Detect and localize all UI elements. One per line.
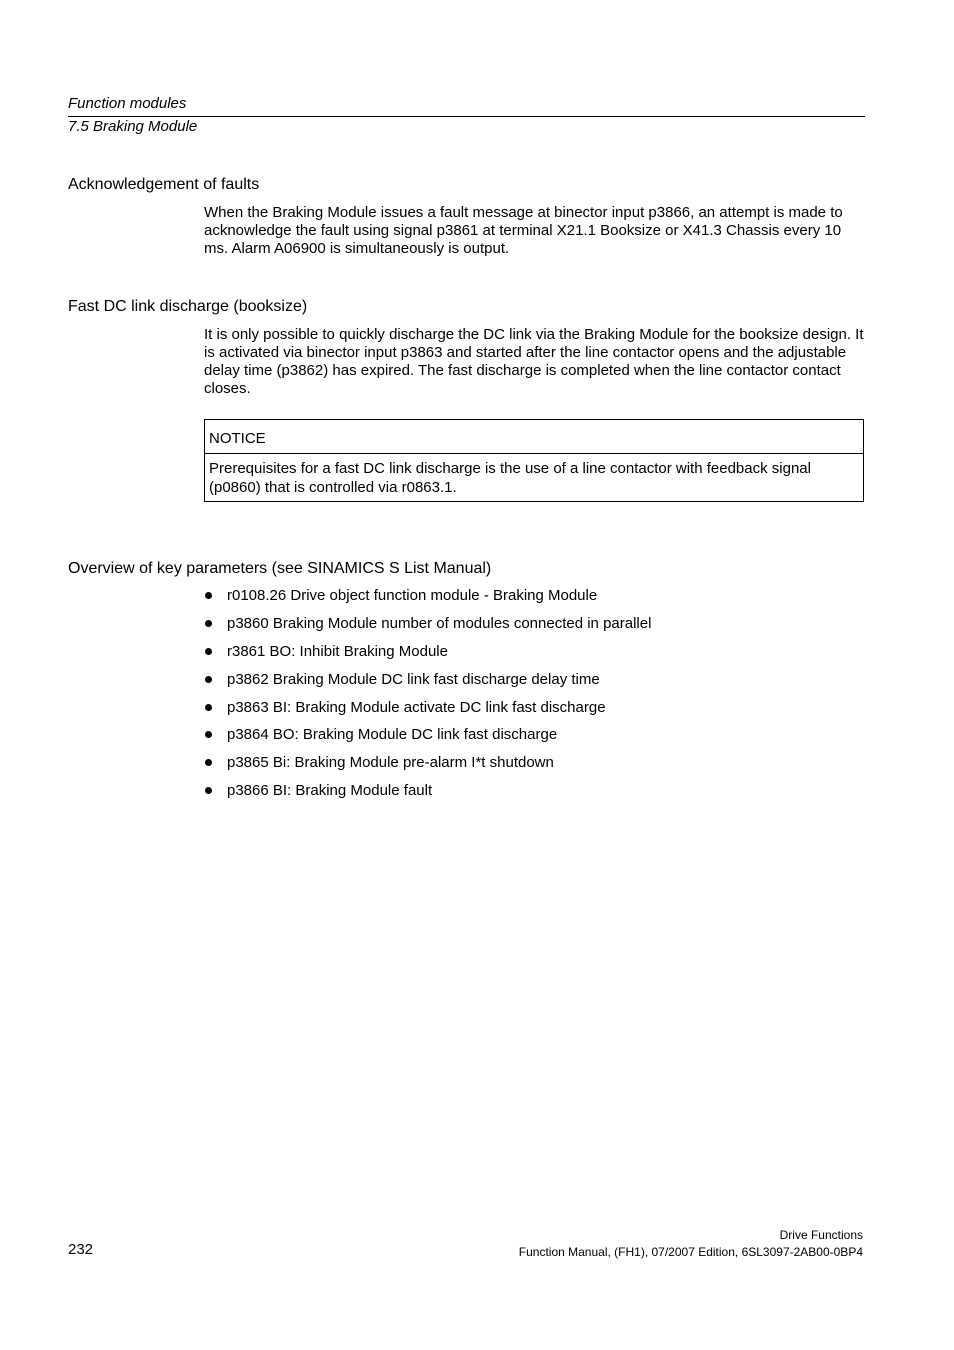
bullet-icon <box>205 731 212 738</box>
list-item-text: r0108.26 Drive object function module - Braking Module <box>227 587 598 604</box>
bullet-icon <box>205 759 212 766</box>
page-number: 232 <box>68 1241 94 1258</box>
heading-fast-discharge: Fast DC link discharge (booksize) <box>68 298 308 315</box>
list-item-text: r3861 BO: Inhibit Braking Module <box>227 642 448 660</box>
footer-title: Drive Functions <box>779 1228 863 1242</box>
notice-title: NOTICE <box>205 420 863 454</box>
header-divider <box>68 116 865 117</box>
footer-info <box>519 1227 863 1261</box>
notice-box <box>204 419 864 502</box>
header-chapter: Function modules <box>68 95 187 112</box>
header-section: 7.5 Braking Module <box>68 118 198 135</box>
list-item <box>204 781 651 809</box>
paragraph-acknowledgement: When the Braking Module issues a fault message at binector input p3866, an attempt is made to acknowledge the fault using signal p3861 at terminal X21.1 Booksize or X41.3 Chassis every 10 ms. Alarm A06900 is simultaneously is output. <box>204 204 843 257</box>
list-item-text: p3866 BI: Braking Module fault <box>227 782 433 800</box>
bullet-icon <box>205 648 212 655</box>
list-item <box>204 586 651 614</box>
heading-acknowledgement: Acknowledgement of faults <box>68 176 260 193</box>
footer-manual: Function Manual, (FH1), 07/2007 Edition, 6SL3097-2AB00-0BP4 <box>518 1245 863 1259</box>
heading-overview: Overview of key parameters (see SINAMICS S List Manual) <box>68 560 492 577</box>
paragraph-fast-discharge: It is only possible to quickly discharge the DC link via the Braking Module for the booksize design. It is activated via binector input p3863 and started after the line contactor opens and the adjustable delay time (p3862) has expired. The fast discharge is completed when the line contactor contact closes. <box>204 326 864 397</box>
list-item <box>204 725 651 753</box>
parameter-list <box>204 586 651 809</box>
notice-text: Prerequisites for a fast DC link discharge is the use of a line contactor with feedback signal (p0860) that is controlled via r0863.1. <box>209 460 811 496</box>
list-item <box>204 670 651 698</box>
list-item-text: p3864 BO: Braking Module DC link fast discharge <box>227 726 558 744</box>
bullet-icon <box>205 704 212 711</box>
list-item <box>204 642 651 670</box>
bullet-icon <box>205 592 212 599</box>
bullet-icon <box>205 620 212 627</box>
bullet-icon <box>205 676 212 683</box>
list-item <box>204 614 651 642</box>
list-item-text: p3860 Braking Module number of modules connected in parallel <box>227 614 652 632</box>
list-item-text: p3862 Braking Module DC link fast discharge delay time <box>227 670 600 688</box>
list-item-text: p3865 Bi: Braking Module pre-alarm I*t shutdown <box>227 754 554 772</box>
bullet-icon <box>205 787 212 794</box>
list-item <box>204 698 651 726</box>
list-item <box>204 753 651 781</box>
list-item-text: p3863 BI: Braking Module activate DC link fast discharge <box>227 698 606 716</box>
